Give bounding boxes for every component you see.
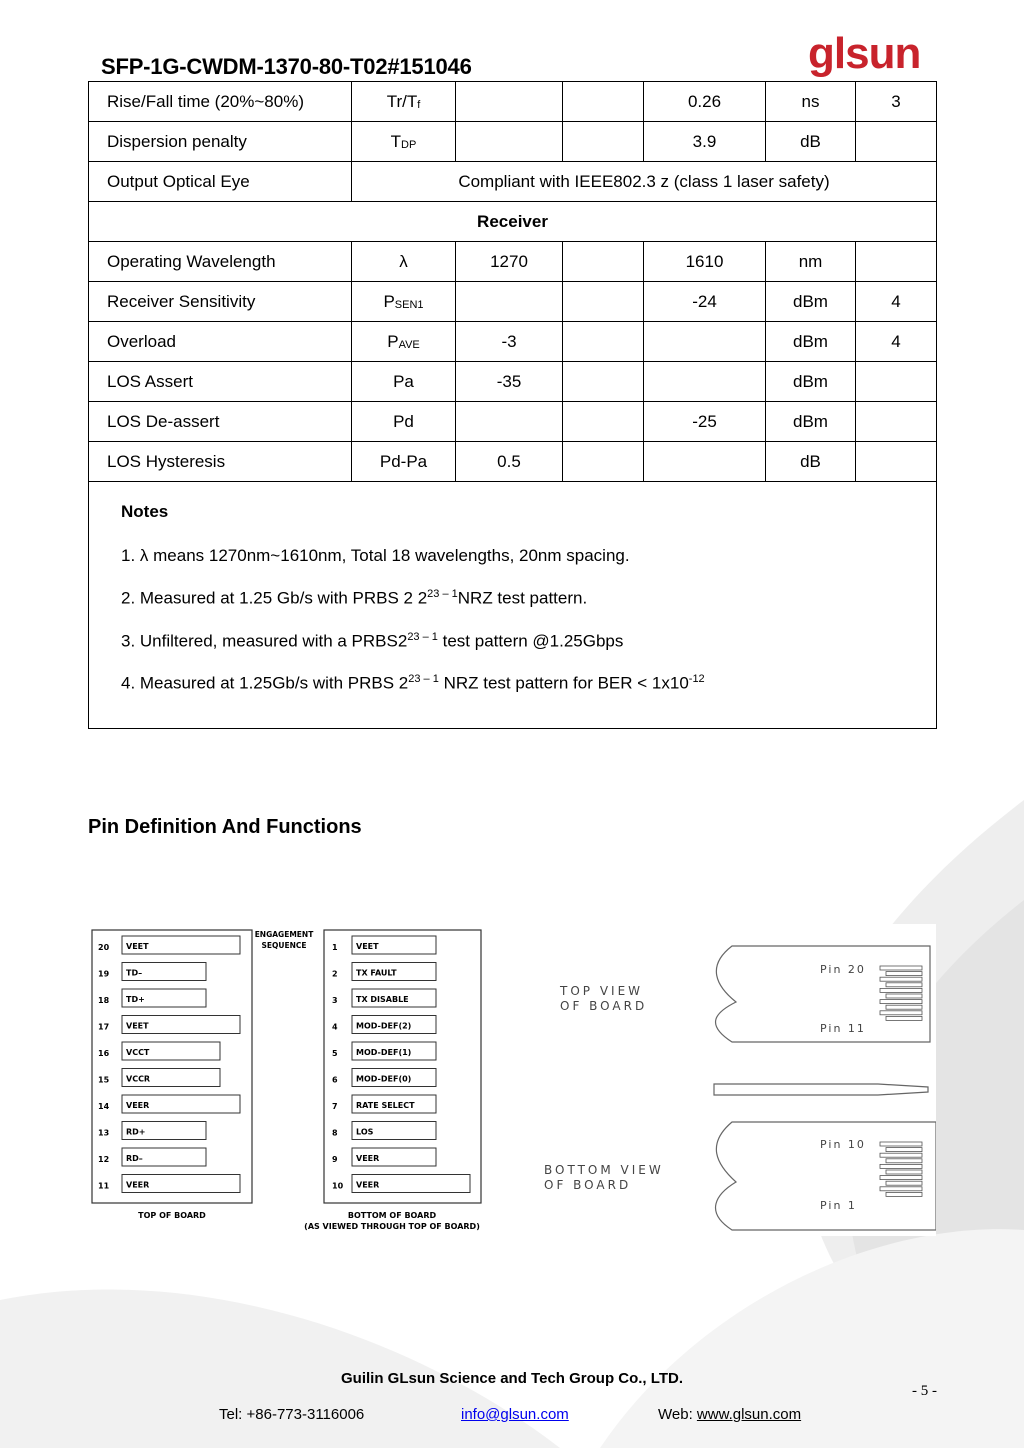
symbol-text: Tr/T xyxy=(386,91,418,111)
pin-number: 15 xyxy=(98,1075,110,1085)
unit-cell: dB xyxy=(766,122,856,162)
symbol-text: T xyxy=(390,131,402,151)
pin-number: 6 xyxy=(332,1075,338,1085)
note-text: 1. λ means 1270nm~1610nm, Total 18 wavelengths, 20nm spacing. xyxy=(121,546,630,565)
receiver-section-label: Receiver xyxy=(89,202,937,242)
note-text: test pattern @1.25Gbps xyxy=(437,631,624,651)
note-superscript: -12 xyxy=(688,673,705,686)
table-row xyxy=(89,162,937,202)
footer-web-label: Web: xyxy=(658,1406,697,1423)
symbol-cell xyxy=(352,402,456,442)
pin-number: 16 xyxy=(98,1049,110,1058)
page-title: SFP-1G-CWDM-1370-80-T02#151046 xyxy=(101,54,472,79)
unit-cell: dBm xyxy=(766,362,856,402)
symbol-text: Pd-Pa xyxy=(379,451,428,471)
section-row xyxy=(89,202,937,242)
note-item xyxy=(121,546,936,566)
pin-label: VEET xyxy=(126,942,149,951)
symbol-subscript: DP xyxy=(401,138,417,151)
footer-web-link[interactable]: www.glsun.com xyxy=(696,1406,802,1423)
pin11-label: Pin 11 xyxy=(820,1022,866,1035)
symbol-subscript: f xyxy=(417,98,421,111)
pin-label: TX FAULT xyxy=(356,968,397,978)
min-cell: 0.5 xyxy=(456,442,563,482)
param-cell: Operating Wavelength xyxy=(89,242,352,282)
top-view-label-2: OF BOARD xyxy=(560,999,648,1013)
notes-row xyxy=(89,482,937,729)
unit-cell: dBm xyxy=(766,402,856,442)
note-superscript: 23 – 1 xyxy=(408,673,439,686)
pin-number: 2 xyxy=(332,969,338,979)
logo-text: glsun xyxy=(808,32,921,78)
pin-number: 17 xyxy=(98,1022,110,1032)
section-heading: Pin Definition And Functions xyxy=(88,816,362,838)
symbol-text: Pd xyxy=(393,411,414,431)
typ-cell xyxy=(563,442,644,482)
param-cell: LOS Assert xyxy=(89,362,352,402)
unit-cell: dBm xyxy=(766,322,856,362)
note-ref-cell xyxy=(856,362,937,402)
typ-cell xyxy=(563,402,644,442)
symbol-subscript: AVE xyxy=(398,338,420,351)
pin10-label: Pin 10 xyxy=(820,1138,866,1151)
note-ref-cell: 3 xyxy=(856,82,937,122)
footer-tel: Tel: +86-773-3116006 xyxy=(219,1406,365,1423)
pin-label: TD+ xyxy=(126,995,145,1004)
pin-number: 10 xyxy=(332,1181,344,1191)
min-cell: -3 xyxy=(456,322,563,362)
min-cell: 1270 xyxy=(456,242,563,282)
max-cell: 0.26 xyxy=(644,82,766,122)
page-number: - 5 - xyxy=(912,1383,937,1399)
min-cell xyxy=(456,402,563,442)
specification-table xyxy=(88,81,937,729)
pin-number: 14 xyxy=(98,1102,110,1111)
notes-cell xyxy=(89,482,937,729)
note-item xyxy=(121,588,936,609)
pin-label: VEER xyxy=(126,1101,150,1110)
pin-label: VEER xyxy=(356,1154,380,1163)
symbol-text: P xyxy=(387,331,399,351)
pin-number: 1 xyxy=(332,943,338,952)
pin-label: MOD-DEF(0) xyxy=(356,1074,412,1084)
glsun-logo xyxy=(806,32,936,80)
note-ref-cell: 4 xyxy=(856,282,937,322)
min-cell xyxy=(456,82,563,122)
engagement-label: ENGAGEMENT xyxy=(254,930,314,939)
table-row xyxy=(89,122,937,162)
note-item xyxy=(121,631,936,652)
table-row xyxy=(89,442,937,482)
min-cell xyxy=(456,282,563,322)
max-cell xyxy=(644,442,766,482)
pin-label: TD– xyxy=(126,968,143,978)
unit-cell: nm xyxy=(766,242,856,282)
unit-cell: dB xyxy=(766,442,856,482)
note-text: 3. Unfiltered, measured with a PRBS2 xyxy=(121,631,408,651)
unit-cell: dBm xyxy=(766,282,856,322)
note-superscript: 23 – 1 xyxy=(427,588,458,600)
symbol-cell xyxy=(352,322,456,362)
note-ref-cell xyxy=(856,242,937,282)
pin-number: 5 xyxy=(332,1049,338,1058)
table-row xyxy=(89,282,937,322)
max-cell: -24 xyxy=(644,282,766,322)
pin-label: MOD-DEF(1) xyxy=(356,1048,412,1057)
unit-cell: ns xyxy=(766,82,856,122)
pin-label: VEET xyxy=(356,942,379,951)
symbol-cell xyxy=(352,242,456,282)
param-cell: LOS Hysteresis xyxy=(89,442,352,482)
pin-label: VEER xyxy=(126,1180,150,1190)
footer-company: Guilin GLsun Science and Tech Group Co., LTD. xyxy=(341,1370,683,1387)
max-cell: 3.9 xyxy=(644,122,766,162)
footer-email-link[interactable]: info@glsun.com xyxy=(461,1406,569,1423)
symbol-cell xyxy=(352,442,456,482)
notes-block xyxy=(89,482,936,694)
pin-label: TX DISABLE xyxy=(356,995,409,1004)
max-cell: 1610 xyxy=(644,242,766,282)
param-cell: Receiver Sensitivity xyxy=(89,282,352,322)
max-cell: -25 xyxy=(644,402,766,442)
top-of-board-label: TOP OF BOARD xyxy=(138,1211,206,1220)
value-cell: Compliant with IEEE802.3 z (class 1 laser safety) xyxy=(352,162,937,202)
pin-number: 12 xyxy=(98,1155,110,1164)
note-ref-cell xyxy=(856,122,937,162)
pin-label: RD+ xyxy=(126,1127,146,1137)
pin-number: 11 xyxy=(98,1181,110,1191)
sequence-label: SEQUENCE xyxy=(261,941,307,950)
notes-heading: Notes xyxy=(121,502,169,521)
viewed-through-label: (AS VIEWED THROUGH TOP OF BOARD) xyxy=(304,1222,480,1231)
table-row xyxy=(89,402,937,442)
note-item xyxy=(121,673,936,694)
typ-cell xyxy=(563,82,644,122)
pin1-label: Pin 1 xyxy=(820,1199,857,1212)
pin-number: 4 xyxy=(332,1022,338,1032)
symbol-text: λ xyxy=(399,251,408,271)
pin-label: RATE SELECT xyxy=(356,1101,415,1110)
note-text: NRZ test pattern for BER < 1x10 xyxy=(438,673,689,693)
pin-number: 13 xyxy=(98,1128,110,1138)
pin-label: VCCT xyxy=(126,1048,150,1057)
note-superscript: 23 – 1 xyxy=(407,630,438,643)
bottom-of-board-label: BOTTOM OF BOARD xyxy=(347,1211,437,1220)
pin-number: 7 xyxy=(332,1102,338,1111)
note-ref-cell: 4 xyxy=(856,322,937,362)
param-cell: Output Optical Eye xyxy=(89,162,352,202)
symbol-text: Pa xyxy=(393,371,414,391)
pin20-label: Pin 20 xyxy=(820,963,866,976)
pin-label: VEER xyxy=(356,1180,380,1190)
note-text: NRZ test pattern. xyxy=(457,588,588,608)
param-cell: Rise/Fall time (20%~80%) xyxy=(89,82,352,122)
table-row xyxy=(89,242,937,282)
pin-number: 9 xyxy=(332,1155,338,1164)
footer-web xyxy=(658,1406,801,1423)
typ-cell xyxy=(563,122,644,162)
max-cell xyxy=(644,322,766,362)
pin-number: 3 xyxy=(332,996,338,1005)
typ-cell xyxy=(563,282,644,322)
symbol-cell xyxy=(352,122,456,162)
symbol-cell xyxy=(352,282,456,322)
pin-definition-diagram xyxy=(88,924,936,1236)
typ-cell xyxy=(563,242,644,282)
pin-number: 20 xyxy=(98,943,110,952)
bottom-view-label: BOTTOM VIEW xyxy=(544,1163,664,1177)
pin-label: VEET xyxy=(126,1021,149,1031)
note-ref-cell xyxy=(856,402,937,442)
symbol-cell xyxy=(352,82,456,122)
symbol-cell xyxy=(352,362,456,402)
pin-label: RD– xyxy=(126,1154,143,1163)
min-cell xyxy=(456,122,563,162)
pin-label: LOS xyxy=(356,1127,374,1137)
pin-number: 19 xyxy=(98,969,110,979)
note-text: 4. Measured at 1.25Gb/s with PRBS 2 xyxy=(121,673,409,693)
param-cell: Overload xyxy=(89,322,352,362)
pin-number: 18 xyxy=(98,996,110,1005)
symbol-text: P xyxy=(383,291,395,311)
pin-label: VCCR xyxy=(126,1074,151,1084)
min-cell: -35 xyxy=(456,362,563,402)
param-cell: Dispersion penalty xyxy=(89,122,352,162)
table-row xyxy=(89,362,937,402)
bottom-view-label-2: OF BOARD xyxy=(544,1178,632,1192)
typ-cell xyxy=(563,362,644,402)
max-cell xyxy=(644,362,766,402)
param-cell: LOS De-assert xyxy=(89,402,352,442)
table-row xyxy=(89,82,937,122)
pin-label: MOD-DEF(2) xyxy=(356,1021,412,1031)
top-view-label: TOP VIEW xyxy=(560,984,644,998)
table-row xyxy=(89,322,937,362)
symbol-subscript: SEN1 xyxy=(394,298,424,311)
note-text: 2. Measured at 1.25 Gb/s with PRBS 2 2 xyxy=(121,588,428,608)
pin-number: 8 xyxy=(332,1128,338,1138)
note-ref-cell xyxy=(856,442,937,482)
typ-cell xyxy=(563,322,644,362)
